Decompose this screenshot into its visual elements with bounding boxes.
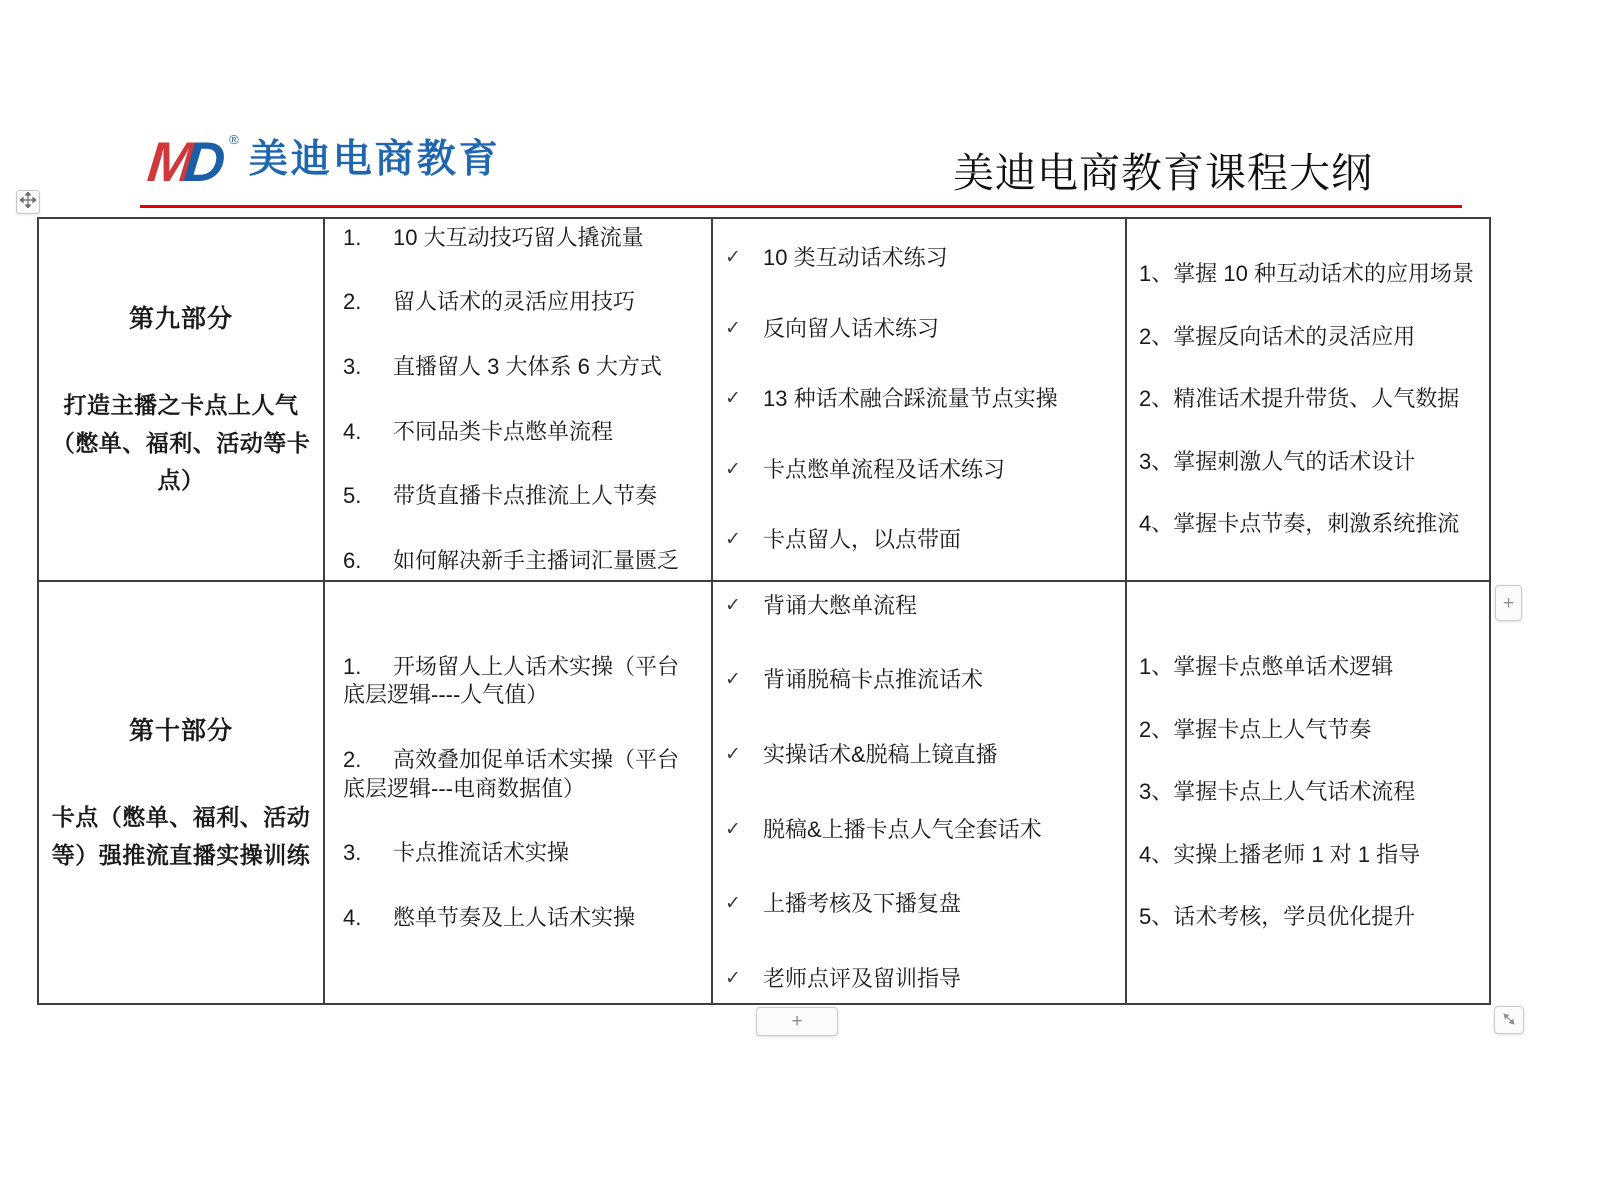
logo-letter-m: M xyxy=(144,130,189,193)
outcome-text: 掌握反向话术的灵活应用 xyxy=(1173,323,1416,349)
list-number: 2、 xyxy=(1139,386,1174,412)
move-arrows-icon xyxy=(20,192,36,213)
logo-letter-d: D xyxy=(181,130,219,193)
practice-item xyxy=(725,816,1109,845)
checkmark-icon: ✓ xyxy=(725,818,741,840)
part-description: 打造主播之卡点上人气（憋单、福利、活动等卡点） xyxy=(51,391,311,494)
topic-item xyxy=(343,547,691,576)
outcome-item xyxy=(1139,323,1481,352)
topic-text: 开场留人上人话术实操（平台底层逻辑----人气值） xyxy=(343,653,680,708)
list-number: 4、 xyxy=(1139,511,1174,537)
brand-logo-mark xyxy=(144,130,219,193)
topic-item xyxy=(343,839,691,868)
list-number: 1、 xyxy=(1139,654,1174,680)
outcome-text: 精准话术提升带货、人气数据 xyxy=(1173,386,1460,412)
practice-text: 背诵大憋单流程 xyxy=(763,592,918,618)
outcome-item xyxy=(1139,841,1481,870)
outcome-text: 实操上播老师 1 对 1 指导 xyxy=(1173,841,1421,867)
list-number: 2. xyxy=(343,746,362,772)
practice-text: 13 种话术融合踩流量节点实操 xyxy=(763,386,1058,412)
course-outline-table xyxy=(37,217,1491,1005)
list-number: 4、 xyxy=(1139,841,1174,867)
checkmark-icon: ✓ xyxy=(725,669,741,691)
list-number: 3. xyxy=(343,353,362,379)
outcome-item xyxy=(1139,260,1481,289)
list-number: 4. xyxy=(343,904,362,930)
practice-text: 卡点憋单流程及话术练习 xyxy=(763,456,1006,482)
part-title: 第十部分 xyxy=(128,716,233,745)
practice-text: 10 类互动话术练习 xyxy=(763,245,948,271)
practice-item xyxy=(725,244,1109,273)
topic-item xyxy=(343,904,691,933)
checkmark-icon: ✓ xyxy=(725,594,741,616)
outcome-text: 话术考核，学员优化提升 xyxy=(1173,904,1416,930)
outcome-item xyxy=(1139,448,1481,477)
list-number: 2、 xyxy=(1139,716,1174,742)
list-number: 4. xyxy=(343,418,362,444)
practice-item xyxy=(725,385,1109,414)
outcome-item xyxy=(1139,385,1481,414)
insert-row-button[interactable]: + xyxy=(756,1007,838,1036)
topic-text: 如何解决新手主播词汇量匮乏 xyxy=(393,547,680,573)
topic-item xyxy=(343,224,691,253)
cell-practices-10 xyxy=(713,582,1127,1003)
practice-text: 背诵脱稿卡点推流话术 xyxy=(763,667,984,693)
cell-topics-10 xyxy=(325,582,713,1003)
outcome-text: 掌握卡点上人气话术流程 xyxy=(1173,779,1416,805)
brand-logo xyxy=(144,130,501,193)
practice-text: 实操话术&脱稿上镜直播 xyxy=(763,741,998,767)
list-number: 5. xyxy=(343,483,362,509)
practice-text: 上播考核及下播复盘 xyxy=(763,891,962,917)
topic-text: 留人话术的灵活应用技巧 xyxy=(393,289,636,315)
topic-item xyxy=(343,353,691,382)
practice-item xyxy=(725,890,1109,919)
checkmark-icon: ✓ xyxy=(725,247,741,269)
checkmark-icon: ✓ xyxy=(725,893,741,915)
outcome-item xyxy=(1139,903,1481,932)
practice-item xyxy=(725,666,1109,695)
part-title: 第九部分 xyxy=(128,304,233,333)
list-number: 2、 xyxy=(1139,323,1174,349)
outcome-item xyxy=(1139,510,1481,539)
checkmark-icon: ✓ xyxy=(725,529,741,551)
checkmark-icon: ✓ xyxy=(725,743,741,765)
cell-practices-9 xyxy=(713,219,1127,582)
outcome-item xyxy=(1139,653,1481,682)
registered-trademark-icon: ® xyxy=(229,132,239,147)
practice-item xyxy=(725,315,1109,344)
list-number: 3、 xyxy=(1139,779,1174,805)
outcome-item xyxy=(1139,778,1481,807)
list-number: 3、 xyxy=(1139,448,1174,474)
list-number: 5、 xyxy=(1139,904,1174,930)
page-title: 美迪电商教育课程大纲 xyxy=(953,150,1373,196)
checkmark-icon: ✓ xyxy=(725,317,741,339)
outcome-text: 掌握卡点节奏，刺激系统推流 xyxy=(1173,511,1460,537)
practice-text: 脱稿&上播卡点人气全套话术 xyxy=(763,816,1042,842)
practice-text: 反向留人话术练习 xyxy=(763,315,940,341)
practice-text: 老师点评及留训指导 xyxy=(763,965,962,991)
list-number: 2. xyxy=(343,289,362,315)
table-move-handle[interactable] xyxy=(16,190,40,214)
practice-item xyxy=(725,592,1109,621)
brand-logo-text: 美迪电商教育 xyxy=(248,138,501,181)
outcome-item xyxy=(1139,716,1481,745)
cell-part-9 xyxy=(39,219,325,582)
list-number: 3. xyxy=(343,840,362,866)
topic-text: 带货直播卡点推流上人节奏 xyxy=(393,483,658,509)
checkmark-icon: ✓ xyxy=(725,967,741,989)
checkmark-icon: ✓ xyxy=(725,458,741,480)
outcome-text: 掌握刺激人气的话术设计 xyxy=(1173,448,1416,474)
diagonal-resize-icon xyxy=(1502,1011,1516,1030)
practice-text: 卡点留人，以点带面 xyxy=(763,527,962,553)
topic-text: 高效叠加促单话术实操（平台底层逻辑---电商数据值） xyxy=(343,746,680,801)
header-divider xyxy=(140,205,1462,208)
practice-item xyxy=(725,741,1109,770)
topic-text: 直播留人 3 大体系 6 大方式 xyxy=(393,353,662,379)
cell-topics-9 xyxy=(325,219,713,582)
cell-part-10 xyxy=(39,582,325,1003)
insert-column-button[interactable]: + xyxy=(1495,585,1522,621)
practice-item xyxy=(725,526,1109,555)
list-number: 1. xyxy=(343,653,362,679)
topic-item xyxy=(343,653,691,710)
topic-item xyxy=(343,288,691,317)
list-number: 1. xyxy=(343,224,362,250)
practice-item xyxy=(725,456,1109,485)
practice-item xyxy=(725,965,1109,994)
outcome-text: 掌握卡点憋单话术逻辑 xyxy=(1173,654,1394,680)
part-description: 卡点（憋单、福利、活动等）强推流直播实操训练 xyxy=(51,803,311,868)
cell-outcomes-9 xyxy=(1127,219,1489,582)
topic-item xyxy=(343,418,691,447)
topic-text: 不同品类卡点憋单流程 xyxy=(393,418,614,444)
table-resize-handle[interactable] xyxy=(1494,1006,1524,1034)
topic-text: 10 大互动技巧留人撬流量 xyxy=(393,224,644,250)
list-number: 1、 xyxy=(1139,261,1174,287)
checkmark-icon: ✓ xyxy=(725,388,741,410)
topic-text: 憋单节奏及上人话术实操 xyxy=(393,904,636,930)
outcome-text: 掌握卡点上人气节奏 xyxy=(1173,716,1372,742)
topic-item xyxy=(343,482,691,511)
topic-item xyxy=(343,746,691,803)
list-number: 6. xyxy=(343,547,362,573)
cell-outcomes-10 xyxy=(1127,582,1489,1003)
topic-text: 卡点推流话术实操 xyxy=(393,840,570,866)
outcome-text: 掌握 10 种互动话术的应用场景 xyxy=(1173,261,1474,287)
